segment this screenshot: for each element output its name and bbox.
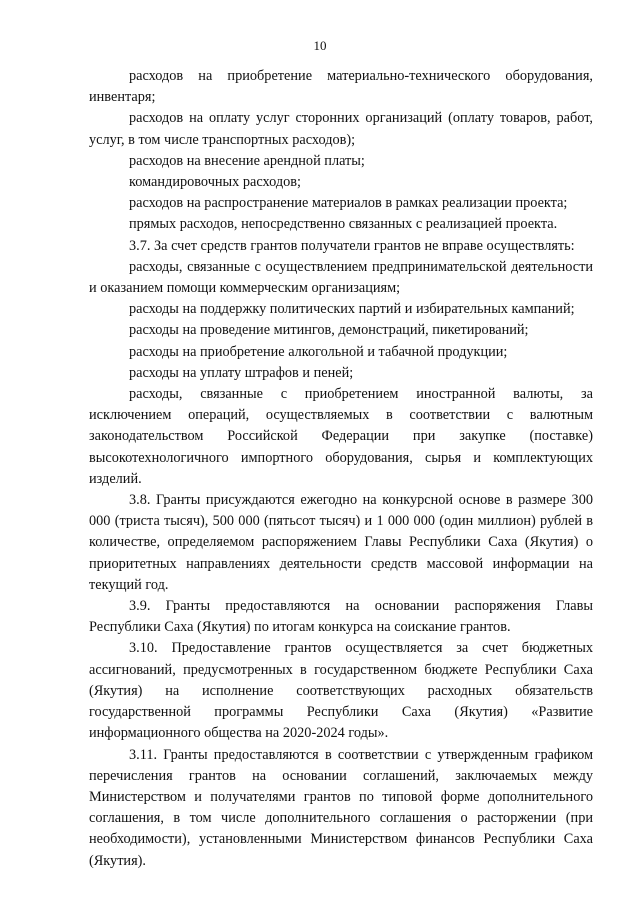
paragraph-section-3-9: 3.9. Гранты предоставляются на основании распоряжения Главы Республики Саха (Якутия) по итогам конкурса на соискание грантов.: [89, 598, 593, 636]
document-body: [89, 66, 593, 872]
paragraph: расходы на уплату штрафов и пеней;: [129, 364, 354, 381]
page-number: 10: [313, 38, 327, 53]
paragraph-section-3-11: 3.11. Гранты предоставляются в соответствии с утвержденным графиком перечисления грантов на основании соглашений, заключаемых между Министерством и получателями грантов по типовой форме дополнительного соглашения, в том числе дополнительного соглашения о расторжении (при необходимости), установленными Министерством финансов Республики Саха (Якутия).: [89, 746, 593, 869]
paragraph-section-3-10: 3.10. Предоставление грантов осуществляется за счет бюджетных ассигнований, предусмотренных в государственном бюджете Республики Саха (Якутия) на исполнение соответствующих расходных обязательств государственной программы Республики Саха (Якутия) «Развитие информационного общества на 2020-2024 годы».: [89, 640, 593, 742]
paragraph-section-3-7: 3.7. За счет средств грантов получатели грантов не вправе осуществлять:: [129, 237, 575, 254]
paragraph: расходы, связанные с осуществлением предпринимательской деятельности и оказанием помощи коммерческим организациям;: [89, 258, 593, 297]
paragraph: расходов на оплату услуг сторонних организаций (оплату товаров, работ, услуг, в том числе транспортных расходов);: [89, 110, 593, 148]
paragraph: прямых расходов, непосредственно связанных с реализацией проекта.: [129, 216, 558, 233]
paragraph: расходы на проведение митингов, демонстраций, пикетирований;: [129, 322, 529, 339]
paragraph: расходы на приобретение алкогольной и табачной продукции;: [129, 343, 508, 360]
paragraph-section-3-8: 3.8. Гранты присуждаются ежегодно на конкурсной основе в размере 300 000 (триста тысяч), 500 000 (пятьсот тысяч) и 1 000 000 (один миллион) рублей в количестве, определяемом распоряжением Главы Республики Саха (Якутия) о приоритетных направлениях деятельности средств массовой информации на текущий год.: [89, 492, 593, 593]
paragraph: расходов на распространение материалов в рамках реализации проекта;: [129, 195, 568, 212]
paragraph: расходы, связанные с приобретением иностранной валюты, за исключением операций, осуществляемых в соответствии с валютным законодательством Российской Федерации при закупке (поставке) высокотехнологичного импортного оборудования, сырья и комплектующих изделий.: [89, 386, 593, 487]
paragraph: расходы на поддержку политических партий и избирательных кампаний;: [129, 301, 575, 318]
paragraph: расходов на внесение арендной платы;: [129, 152, 365, 169]
paragraph: командировочных расходов;: [129, 174, 302, 191]
paragraph: расходов на приобретение материально-технического оборудования, инвентаря;: [89, 68, 593, 106]
